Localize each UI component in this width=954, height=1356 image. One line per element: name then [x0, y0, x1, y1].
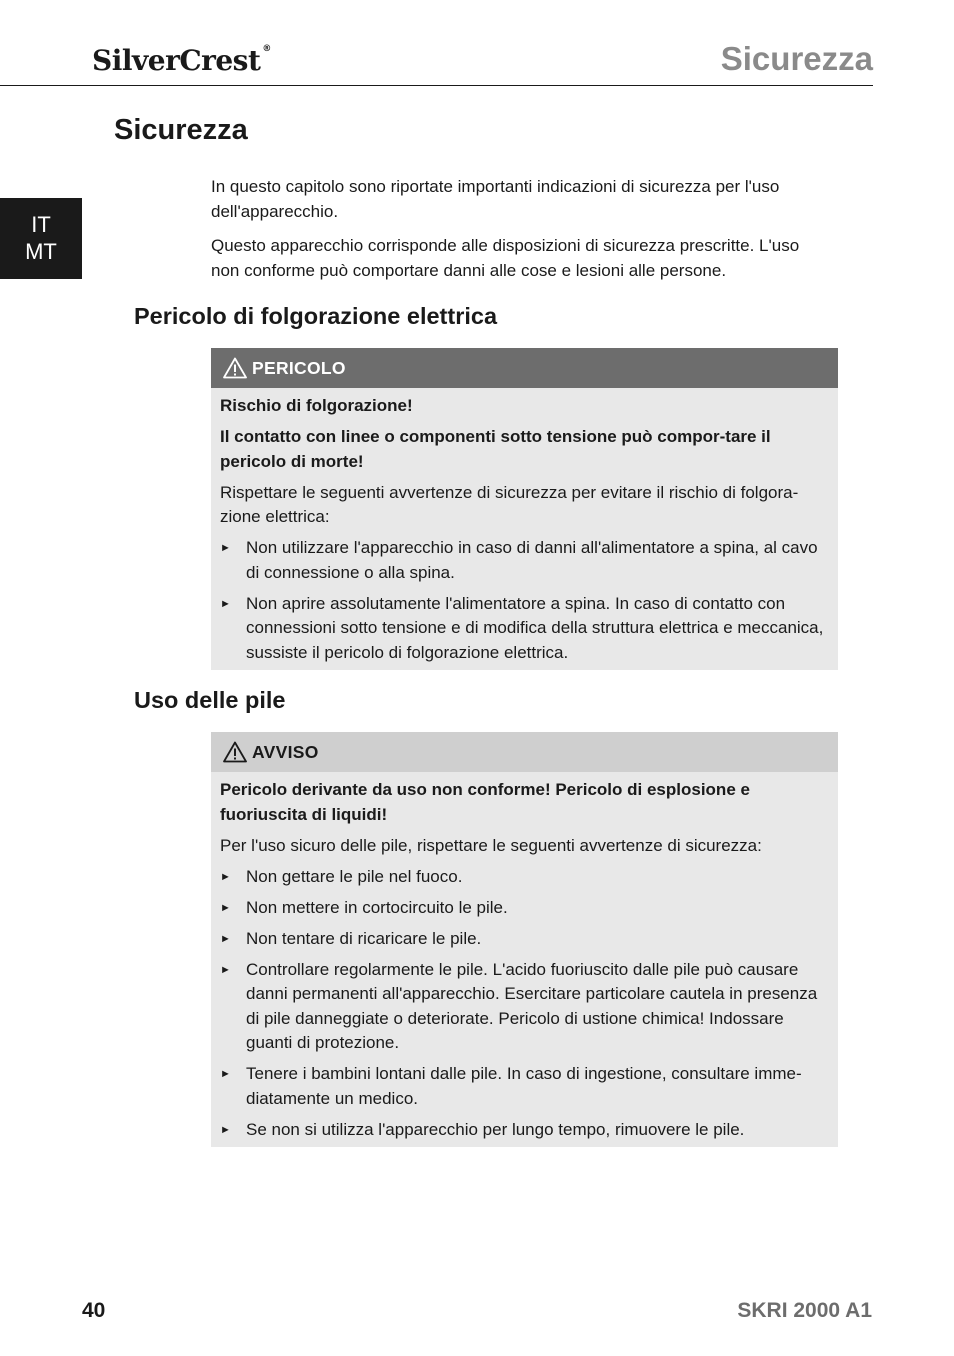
list-item — [220, 1118, 828, 1143]
warning-box — [211, 732, 838, 1147]
danger-bold-line: Rischio di folgorazione! — [220, 396, 413, 415]
list-item-text: Non aprire assolutamente l'alimentatore a spina. In caso di contatto con connessioni sotto tensione e di modifica della struttura elettrica e meccanica, sussiste il pericolo di folgorazione elettrica. — [246, 593, 824, 662]
warning-label: AVVISO — [252, 741, 319, 762]
danger-text: Rispettare le seguenti avvertenze di sicurezza per evitare il rischio di folgora-zione elettrica: — [220, 482, 799, 526]
list-item-text: Non utilizzare l'apparecchio in caso di danni all'alimentatore a spina, al cavo di connessione o alla spina. — [246, 538, 818, 582]
list-item-text: Non gettare le pile nel fuoco. — [246, 866, 463, 886]
warning-bullet-list — [220, 865, 828, 1143]
arrow-bullet-icon: ► — [220, 963, 231, 976]
list-item-text: Non tentare di ricaricare le pile. — [246, 928, 482, 948]
warning-box-body — [211, 772, 838, 1142]
arrow-bullet-icon: ► — [220, 542, 231, 554]
registered-mark: ® — [262, 44, 271, 54]
warning-box-header — [211, 732, 838, 772]
list-item — [220, 592, 828, 666]
danger-bold-line: Il contatto con linee o componenti sotto tensione può compor-tare il pericolo di morte! — [220, 427, 771, 471]
warning-text: Per l'uso sicuro delle pile, rispettare le seguenti avvertenze di sicurezza: — [220, 835, 762, 855]
list-item — [220, 896, 828, 921]
brand-logo — [92, 44, 271, 77]
arrow-bullet-icon: ► — [220, 932, 231, 945]
list-item — [220, 1062, 828, 1111]
list-item-text: Non mettere in cortocircuito le pile. — [246, 897, 508, 917]
danger-box-header — [211, 348, 838, 388]
section-heading-electric-shock: Pericolo di folgorazione elettrica — [134, 303, 498, 329]
intro-paragraph: Questo apparecchio corrisponde alle disposizioni di sicurezza prescritte. L'uso non conforme può comportare danni alle cose e lesioni alle persone. — [211, 236, 800, 280]
danger-bullet-list — [220, 536, 828, 665]
list-item — [220, 927, 828, 952]
warning-triangle-icon — [223, 357, 247, 379]
arrow-bullet-icon: ► — [220, 870, 231, 883]
running-title: Sicurezza — [720, 40, 873, 77]
danger-label: PERICOLO — [252, 357, 346, 378]
intro-paragraph: In questo capitolo sono riportate importanti indicazioni di sicurezza per l'uso dell'apparecchio. — [211, 177, 780, 221]
page-number: 40 — [82, 1299, 106, 1322]
intro-text — [211, 175, 831, 293]
brand-logo-text: SilverCrest — [92, 44, 261, 77]
model-number: SKRI 2000 A1 — [737, 1299, 872, 1322]
list-item — [220, 958, 828, 1056]
list-item — [220, 865, 828, 890]
section-heading-batteries: Uso delle pile — [134, 687, 286, 713]
list-item — [220, 536, 828, 585]
language-code-it: IT — [31, 212, 51, 237]
list-item-text: Controllare regolarmente le pile. L'acido fuoriuscito dalle pile può causare danni permanenti all'apparecchio. Esercitare particolare cautela in presenza di pile danneggiate o deteriorate. Pericolo di ustione chimica! Indossare guanti di protezione. — [246, 959, 818, 1052]
page-title: Sicurezza — [114, 114, 248, 146]
arrow-bullet-icon: ► — [220, 1123, 231, 1136]
warning-bold-line: Pericolo derivante da uso non conforme! Pericolo di esplosione e fuoriuscita di liquidi! — [220, 780, 750, 824]
danger-box — [211, 348, 838, 670]
language-code-mt: MT — [25, 239, 57, 264]
language-tab — [0, 198, 82, 279]
list-item-text: Tenere i bambini lontani dalle pile. In caso di ingestione, consultare imme-diatamente un medico. — [246, 1064, 802, 1108]
page-header — [0, 40, 873, 86]
list-item-text: Se non si utilizza l'apparecchio per lungo tempo, rimuovere le pile. — [246, 1119, 745, 1139]
arrow-bullet-icon: ► — [220, 1068, 231, 1080]
danger-box-body — [211, 388, 838, 665]
arrow-bullet-icon: ► — [220, 901, 231, 914]
warning-triangle-icon — [223, 741, 247, 763]
arrow-bullet-icon: ► — [220, 597, 231, 610]
